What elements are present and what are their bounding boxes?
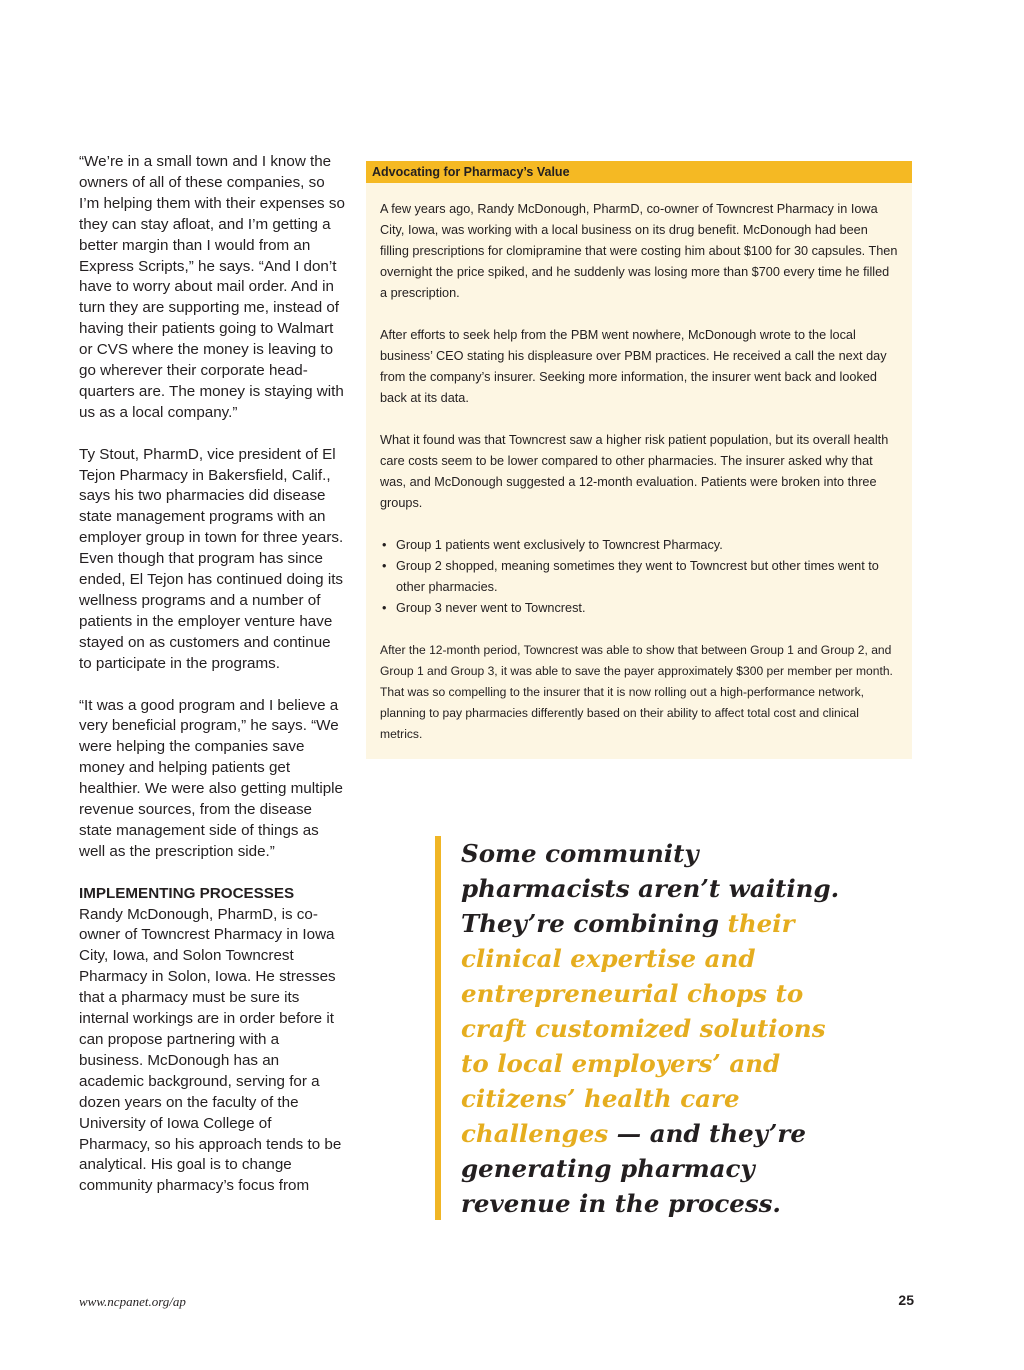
sidebar-box	[366, 161, 912, 759]
article-paragraph: Ty Stout, PharmD, vice president of El Tejon Pharmacy in Bakersfield, Calif., says his two pharmacies did disease state management programs with an employer group in town for three years. Even though that program has since ended, El Tejon has continued doing its wellness programs and a number of patients in the employer venture have stayed on as customers and continue to participate in the programs.	[79, 445, 344, 672]
footer-url: www.ncpanet.org/ap	[79, 1294, 186, 1309]
article-paragraph: “It was a good program and I believe a very beneficial program,” he says. “We were helping the companies save money and helping patients get healthier. We were also getting multiple revenue sources, from the disease state management side of things as well as the prescription side.”	[79, 696, 343, 860]
sidebar-paragraph: What it found was that Towncrest saw a higher risk patient population, but its overall health care costs seem to be lower compared to other pharmacies. The insurer asked why that was, and McDonough suggested a 12-month evaluation. Patients were broken into three groups.	[380, 433, 889, 510]
list-item: • Group 2 shopped, meaning sometimes they went to Towncrest but other times went to other pharmacies.	[396, 556, 898, 598]
pull-quote-part: — and they’re generating pharmacy revenue in the process.	[461, 1119, 806, 1218]
sidebar-paragraph: After the 12-month period, Towncrest was able to show that between Group 1 and Group 2, and Group 1 and Group 3, it was able to save the payer approximately $300 per member per month. That was so compelling to the insurer that it is now rolling out a high-performance network, planning to pay pharmacies differently based on their ability to affect total cost and clinical metrics.	[380, 643, 893, 741]
list-item: • Group 3 never went to Towncrest.	[396, 598, 898, 619]
section-subhead: IMPLEMENTING PROCESSES	[79, 884, 295, 902]
pull-quote-text	[441, 836, 861, 1221]
sidebar-paragraph: A few years ago, Randy McDonough, PharmD, co-owner of Towncrest Pharmacy in Iowa City, Iowa, was working with a local business on its drug benefit. McDonough had been filling prescriptions for clomipramine that were costing him about $100 for 30 capsules. Then overnight the price spiked, and he suddenly was losing more than $700 every time he filled a prescription.	[380, 202, 898, 300]
article-left-column	[79, 152, 347, 1218]
article-paragraph: Randy McDonough, PharmD, is co-owner of Towncrest Pharmacy in Iowa City, Iowa, and Solon Towncrest Pharmacy in Solon, Iowa. He stresses that a pharmacy must be sure its internal workings are in order before it can propose partnering with a business. McDonough has an academic background, serving for a dozen years on the faculty of the University of Iowa College of Pharmacy, so his approach tends to be analytical. His goal is to change community pharmacy’s focus from	[79, 905, 342, 1195]
sidebar-title: Advocating for Pharmacy’s Value	[366, 161, 912, 183]
article-paragraph: “We’re in a small town and I know the owners of all of these companies, so I’m helping them with their expenses so they can stay afloat, and I’m getting a better margin than I would from an Express Scripts,” he says. “And I don’t have to worry about mail order. And in turn they are supporting me, instead of having their patients going to Walmart or CVS where the money is leaving to go wherever their corporate headquarters are. The money is staying with us as a local company.”	[79, 153, 345, 421]
page-number: 25	[898, 1292, 914, 1308]
sidebar-body	[366, 183, 912, 745]
pull-quote-highlight: their clinical expertise and entrepreneurial chops to craft customized solutions to local employers’ and citizens’ health care challenges	[461, 909, 826, 1148]
list-item: • Group 1 patients went exclusively to Towncrest Pharmacy.	[396, 535, 898, 556]
sidebar-paragraph: After efforts to seek help from the PBM went nowhere, McDonough wrote to the local business’ CEO stating his displeasure over PBM practices. He received a call the next day from the company’s insurer. Seeking more information, the insurer went back and looked back at its data.	[380, 328, 887, 405]
pull-quote	[435, 836, 861, 1220]
sidebar-bullet-list	[380, 535, 898, 619]
pull-quote-part: Some community pharmacists aren’t waiting. They’re combining	[461, 839, 840, 938]
